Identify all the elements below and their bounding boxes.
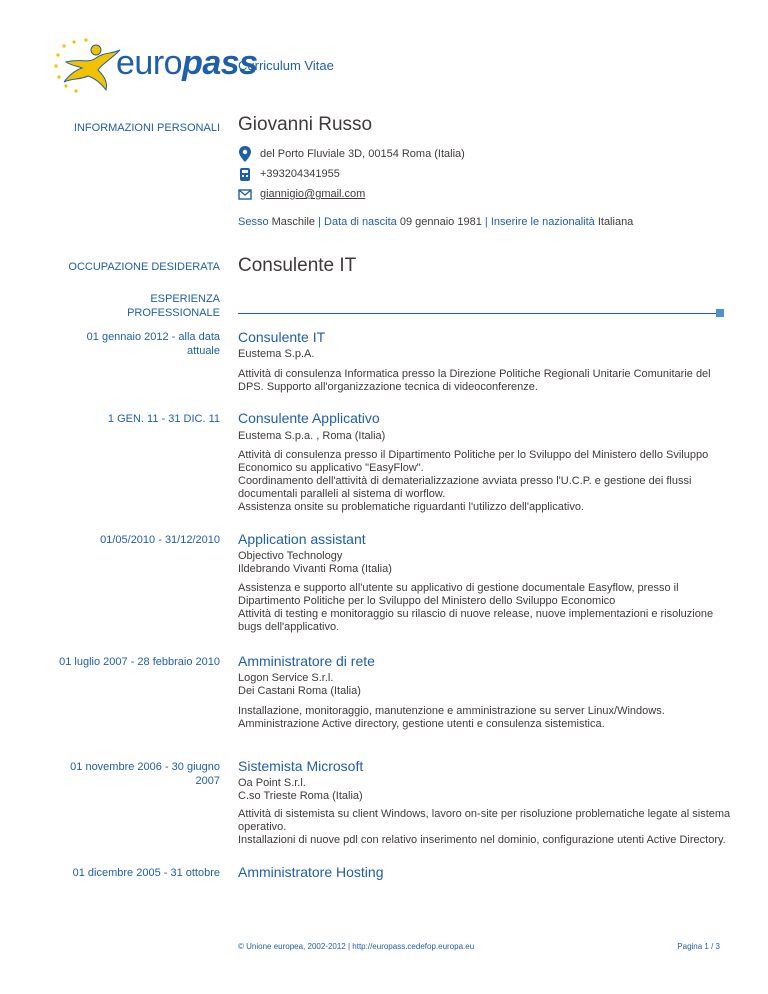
job-title: Amministratore di rete xyxy=(238,653,375,669)
job-date-line-1: 01 gennaio 2012 - alla data xyxy=(86,331,220,343)
job-desc-line: operativo. xyxy=(238,821,287,833)
job-description xyxy=(238,582,718,634)
birth-value: 09 gennaio 1981 xyxy=(399,216,482,228)
job-desc-line: DPS. Supporto all'organizzazione tecnica di videoconferenze. xyxy=(238,381,538,393)
document-title: Curriculum Vitae xyxy=(238,58,334,73)
job-employer-line: Dei Castani Roma (Italia) xyxy=(238,685,361,697)
logo-euro: euro xyxy=(116,44,183,82)
job-date xyxy=(50,412,220,426)
job-desc-line: Attività di consulenza presso il Dipartimento Politiche per lo Sviluppo del Ministero dello Sviluppo xyxy=(238,449,709,461)
job-employer xyxy=(238,777,718,803)
job-desc-line: Economico su applicativo "EasyFlow". xyxy=(238,462,424,474)
personal-details-line xyxy=(238,216,633,228)
job-date xyxy=(20,655,220,669)
job-employer xyxy=(238,550,718,576)
logo-pass: pass xyxy=(182,44,258,82)
job-employer-line: Ildebrando Vivanti Roma (Italia) xyxy=(238,563,392,575)
job-employer xyxy=(238,430,718,443)
job-date xyxy=(50,533,220,547)
email-icon xyxy=(238,186,252,202)
job-date-line-2: 2007 xyxy=(195,775,220,787)
desired-occupation: Consulente IT xyxy=(238,255,357,276)
job-employer xyxy=(238,348,718,361)
address-text: del Porto Fluviale 3D, 00154 Roma (Italia) xyxy=(260,148,465,160)
sex-label: Sesso xyxy=(238,216,269,228)
location-pin-icon xyxy=(238,146,252,162)
europass-logo xyxy=(52,36,258,96)
job-desc-line: Attività di consulenza Informatica presso la Direzione Politiche Regionali Unitarie Comunitarie del xyxy=(238,368,711,380)
job-title: Consulente Applicativo xyxy=(238,410,380,426)
job-desc-line: Assistenza e supporto all'utente su applicativo di gestione documentale Easyflow, presso il xyxy=(238,582,679,594)
nationality-value: Italiana xyxy=(597,216,634,228)
job-employer-line: Objectivo Technology xyxy=(238,550,343,562)
job-description xyxy=(238,449,718,514)
job-desc-line: Assistenza onsite su problematiche riguardanti l'utilizzo dell'applicativo. xyxy=(238,501,584,513)
section-label-experience-1: ESPERIENZA xyxy=(150,293,220,305)
job-description xyxy=(238,705,718,731)
nationality-label: Inserire le nazionalità xyxy=(490,216,595,228)
section-label-experience xyxy=(127,292,220,320)
job-date-line-1: 01/05/2010 - 31/12/2010 xyxy=(100,534,220,546)
job-title: Consulente IT xyxy=(238,329,326,345)
job-employer-line: Eustema S.p.A. xyxy=(238,348,315,360)
job-date xyxy=(50,866,220,880)
job-employer-line: Oa Point S.r.l. xyxy=(238,777,306,789)
europass-logo-icon xyxy=(52,36,122,96)
job-desc-line: Amministrazione Active directory, gestione utenti e consulenza sistemistica. xyxy=(238,718,605,730)
job-desc-line: documentali paralleli al sistema di worflow. xyxy=(238,488,446,500)
job-desc-line: bugs dell'applicativo. xyxy=(238,621,340,633)
job-desc-line: Installazione, monitoraggio, manutenzione e amministrazione su server Linux/Windows. xyxy=(238,705,665,717)
sex-value: Maschile xyxy=(271,216,316,228)
phone-icon xyxy=(238,166,252,182)
footer-copyright: © Unione europea, 2002-2012 | http://europass.cedefop.europa.eu xyxy=(238,942,475,951)
section-divider xyxy=(238,313,716,314)
job-employer-line: C.so Trieste Roma (Italia) xyxy=(238,790,363,802)
person-name: Giovanni Russo xyxy=(238,114,373,135)
section-label-personal: INFORMAZIONI PERSONALI xyxy=(73,122,220,134)
job-date-line-1: 1 GEN. 11 - 31 DIC. 11 xyxy=(107,413,220,425)
logo-wordmark xyxy=(116,44,258,83)
job-desc-line: Attività di sistemista su client Windows, lavoro on-site per risoluzione problematiche legate al sistema xyxy=(238,808,731,820)
phone-text: +393204341955 xyxy=(260,168,340,180)
job-date xyxy=(50,760,220,788)
page-number: Pagina 1 / 3 xyxy=(677,942,720,951)
section-label-occupation: OCCUPAZIONE DESIDERATA xyxy=(68,261,220,273)
job-date-line-1: 01 dicembre 2005 - 31 ottobre xyxy=(72,867,220,879)
separator: | xyxy=(484,216,488,228)
job-date xyxy=(50,330,220,358)
job-date-line-1: 01 novembre 2006 - 30 giugno xyxy=(70,761,220,773)
job-title: Application assistant xyxy=(238,531,366,547)
separator: | xyxy=(318,216,321,228)
job-desc-line: Attività di testing e monitoraggio su rilascio di nuove release, nuove implementazioni e risoluzione xyxy=(238,608,714,620)
job-employer-line: Logon Service S.r.l. xyxy=(238,672,334,684)
job-employer-line: Eustema S.p.a. , Roma (Italia) xyxy=(238,430,386,442)
job-desc-line: Coordinamento dell'attività di dematerializzazione avviata presso l'U.C.P. e gestione dei flussi xyxy=(238,475,692,487)
birth-label: Data di nascita xyxy=(324,216,397,228)
job-description xyxy=(238,808,731,847)
job-title: Amministratore Hosting xyxy=(238,864,384,880)
section-divider-marker xyxy=(716,309,724,317)
job-title: Sistemista Microsoft xyxy=(238,758,364,774)
job-employer xyxy=(238,672,718,698)
job-date-line-1: 01 luglio 2007 - 28 febbraio 2010 xyxy=(59,656,220,668)
job-description xyxy=(238,368,718,394)
job-desc-line: Installazioni di nuove pdl con relativo inserimento nel dominio, configurazione utenti Active Directory. xyxy=(238,834,726,846)
section-label-experience-2: PROFESSIONALE xyxy=(127,307,220,319)
email-link[interactable]: giannigio@gmail.com xyxy=(260,188,366,200)
job-date-line-2: attuale xyxy=(186,345,220,357)
job-desc-line: Dipartimento Politiche per lo Sviluppo del Ministero dello Sviluppo Economico xyxy=(238,595,616,607)
